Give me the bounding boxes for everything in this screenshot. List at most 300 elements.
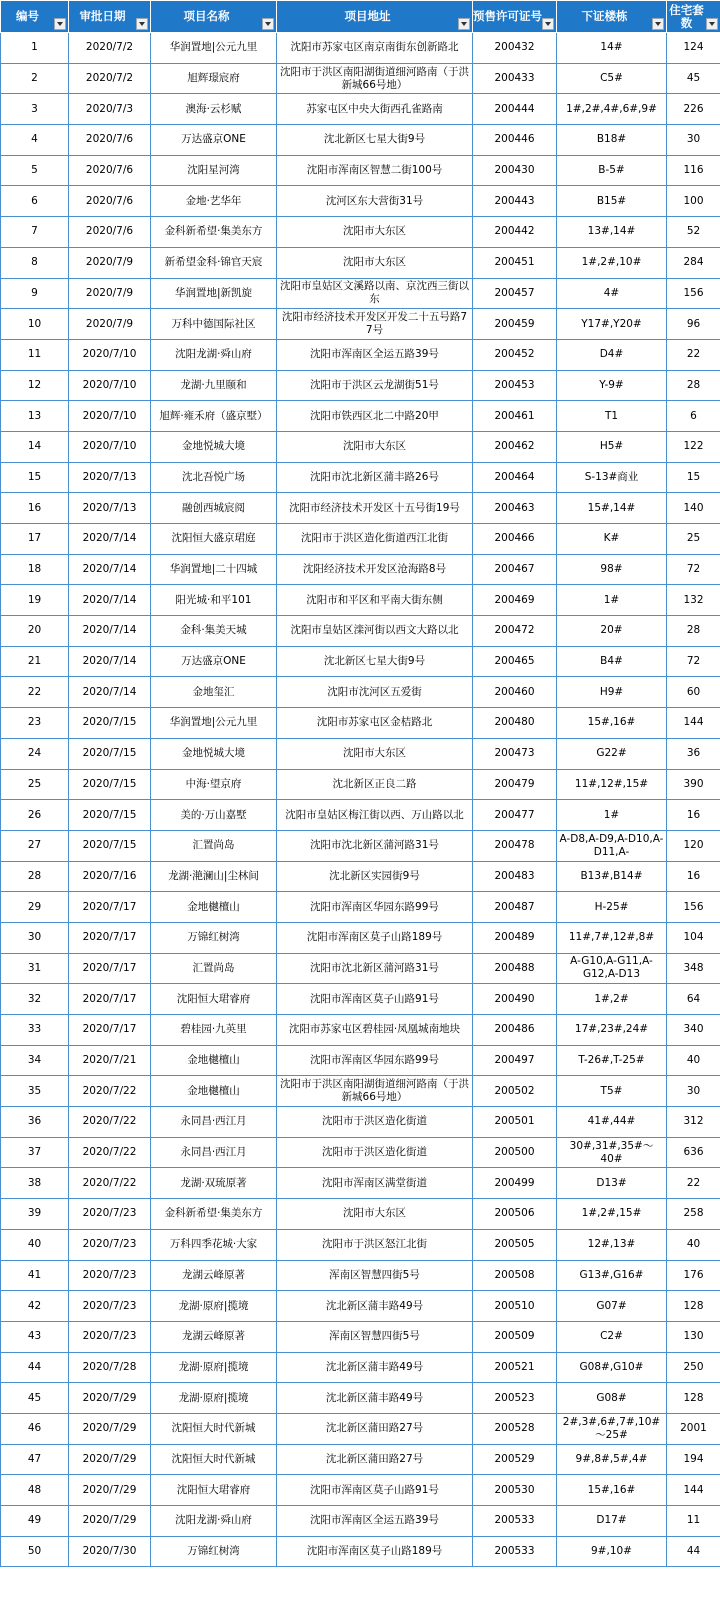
cell-text: 2020/7/22 bbox=[82, 1084, 137, 1097]
table-row bbox=[1, 186, 720, 217]
cell-address bbox=[277, 370, 473, 401]
cell-address bbox=[277, 677, 473, 708]
cell-permit bbox=[473, 646, 557, 677]
cell-date bbox=[69, 370, 151, 401]
cell-address bbox=[277, 1045, 473, 1076]
cell-permit bbox=[473, 125, 557, 156]
cell-text: 2020/7/23 bbox=[82, 1207, 137, 1220]
cell-units bbox=[667, 155, 720, 186]
cell-text: B4# bbox=[600, 655, 623, 668]
cell-text: 2020/7/30 bbox=[82, 1545, 137, 1558]
cell-text: 沈阳市浑南区智慧二街100号 bbox=[306, 164, 443, 177]
cell-date bbox=[69, 616, 151, 647]
cell-buildings bbox=[557, 1536, 667, 1567]
cell-text: A-D8,A-D9,A-D10,A-D11,A- bbox=[559, 832, 664, 858]
cell-permit bbox=[473, 1352, 557, 1383]
cell-text: 10 bbox=[27, 317, 42, 330]
cell-text: 46 bbox=[27, 1422, 42, 1435]
table-row bbox=[1, 1444, 720, 1475]
cell-text: 64 bbox=[686, 992, 701, 1005]
cell-id bbox=[1, 462, 69, 493]
cell-text: 沈阳市于洪区云龙湖街51号 bbox=[310, 378, 439, 391]
column-header-permit[interactable] bbox=[473, 1, 557, 33]
cell-project bbox=[151, 1352, 277, 1383]
column-header-buildings[interactable] bbox=[557, 1, 667, 33]
cell-text: 200528 bbox=[494, 1422, 535, 1435]
cell-id bbox=[1, 830, 69, 861]
cell-permit bbox=[473, 922, 557, 953]
cell-buildings bbox=[557, 217, 667, 248]
cell-text: 沈北新区蒲丰路49号 bbox=[325, 1360, 424, 1373]
cell-text: 200464 bbox=[494, 470, 535, 483]
filter-dropdown-icon[interactable] bbox=[706, 18, 718, 30]
cell-id bbox=[1, 1045, 69, 1076]
cell-units bbox=[667, 1352, 720, 1383]
cell-text: 24 bbox=[27, 747, 42, 760]
cell-text: 36 bbox=[686, 747, 701, 760]
cell-text: 万科中德国际社区 bbox=[171, 317, 256, 330]
cell-text: 汇置尚岛 bbox=[192, 961, 235, 974]
cell-text: 132 bbox=[683, 593, 704, 606]
cell-text: 2020/7/29 bbox=[82, 1514, 137, 1527]
cell-buildings bbox=[557, 1321, 667, 1352]
cell-permit bbox=[473, 1506, 557, 1537]
table-row bbox=[1, 1137, 720, 1168]
cell-address bbox=[277, 1229, 473, 1260]
cell-date bbox=[69, 1444, 151, 1475]
cell-text: 2020/7/2 bbox=[85, 72, 134, 85]
cell-buildings bbox=[557, 401, 667, 432]
cell-address bbox=[277, 1475, 473, 1506]
cell-project bbox=[151, 1076, 277, 1107]
table-row bbox=[1, 1199, 720, 1230]
cell-id bbox=[1, 1475, 69, 1506]
cell-text: 1# bbox=[603, 808, 620, 821]
filter-dropdown-icon[interactable] bbox=[652, 18, 664, 30]
column-header-project[interactable] bbox=[151, 1, 277, 33]
cell-text: 2020/7/15 bbox=[82, 716, 137, 729]
cell-project bbox=[151, 800, 277, 831]
cell-date bbox=[69, 1536, 151, 1567]
cell-text: 沈北新区正良二路 bbox=[332, 777, 417, 790]
cell-id bbox=[1, 278, 69, 309]
cell-buildings bbox=[557, 585, 667, 616]
cell-text: 312 bbox=[683, 1115, 704, 1128]
cell-text: G08# bbox=[596, 1391, 627, 1404]
filter-dropdown-icon[interactable] bbox=[542, 18, 554, 30]
cell-address bbox=[277, 493, 473, 524]
cell-permit bbox=[473, 738, 557, 769]
cell-project bbox=[151, 708, 277, 739]
cell-buildings bbox=[557, 1506, 667, 1537]
cell-text: 2020/7/2 bbox=[85, 41, 134, 54]
cell-text: 200529 bbox=[494, 1452, 535, 1465]
cell-text: 27 bbox=[27, 839, 42, 852]
cell-text: 华润置地|公元九里 bbox=[169, 716, 258, 729]
table-row bbox=[1, 1291, 720, 1322]
cell-text: 1#,2#,15# bbox=[581, 1207, 642, 1220]
table-row bbox=[1, 1168, 720, 1199]
cell-units bbox=[667, 1199, 720, 1230]
cell-date bbox=[69, 1107, 151, 1138]
cell-text: 44 bbox=[686, 1545, 701, 1558]
cell-text: 33 bbox=[27, 1023, 42, 1036]
cell-address bbox=[277, 1352, 473, 1383]
cell-text: 250 bbox=[683, 1360, 704, 1373]
cell-id bbox=[1, 63, 69, 94]
filter-dropdown-icon[interactable] bbox=[458, 18, 470, 30]
cell-id bbox=[1, 585, 69, 616]
cell-text: 14 bbox=[27, 440, 42, 453]
table-row bbox=[1, 1107, 720, 1138]
cell-text: 美的·万山嘉墅 bbox=[180, 808, 247, 821]
cell-address bbox=[277, 708, 473, 739]
cell-project bbox=[151, 1506, 277, 1537]
column-header-date[interactable] bbox=[69, 1, 151, 33]
cell-text: 2020/7/10 bbox=[82, 409, 137, 422]
cell-text: 11#,12#,15# bbox=[574, 777, 649, 790]
cell-text: 200478 bbox=[494, 839, 535, 852]
cell-text: 30 bbox=[686, 133, 701, 146]
cell-text: 沈阳市大东区 bbox=[343, 747, 406, 760]
cell-text: 2020/7/13 bbox=[82, 470, 137, 483]
cell-text: 金科新希望·集美东方 bbox=[164, 1207, 263, 1220]
cell-text: H5# bbox=[599, 440, 624, 453]
cell-buildings bbox=[557, 524, 667, 555]
cell-units bbox=[667, 922, 720, 953]
cell-id bbox=[1, 33, 69, 64]
cell-text: 沈阳市浑南区华园东路99号 bbox=[310, 900, 439, 913]
cell-text: 120 bbox=[683, 839, 704, 852]
cell-text: H9# bbox=[599, 685, 624, 698]
cell-address bbox=[277, 1444, 473, 1475]
cell-units bbox=[667, 677, 720, 708]
cell-id bbox=[1, 339, 69, 370]
cell-buildings bbox=[557, 1229, 667, 1260]
table-row bbox=[1, 585, 720, 616]
table-row bbox=[1, 1536, 720, 1567]
table-row bbox=[1, 830, 720, 861]
cell-id bbox=[1, 524, 69, 555]
cell-text: 沈阳恒大珺睿府 bbox=[176, 992, 251, 1005]
cell-text: 40 bbox=[686, 1054, 701, 1067]
cell-id bbox=[1, 1506, 69, 1537]
cell-text: 沈阳市经济技术开发区开发二十五号路77号 bbox=[281, 311, 468, 337]
cell-units bbox=[667, 1291, 720, 1322]
cell-buildings bbox=[557, 677, 667, 708]
cell-id bbox=[1, 984, 69, 1015]
cell-units bbox=[667, 554, 720, 585]
cell-buildings bbox=[557, 1383, 667, 1414]
cell-address bbox=[277, 1506, 473, 1537]
cell-text: 2020/7/29 bbox=[82, 1391, 137, 1404]
cell-project bbox=[151, 1045, 277, 1076]
cell-project bbox=[151, 922, 277, 953]
cell-text: 金地悦城大境 bbox=[182, 440, 245, 453]
filter-dropdown-icon[interactable] bbox=[54, 18, 66, 30]
cell-text: 258 bbox=[683, 1207, 704, 1220]
cell-text: 15#,14# bbox=[587, 501, 636, 514]
column-header-id[interactable] bbox=[1, 1, 69, 33]
cell-permit bbox=[473, 1229, 557, 1260]
table-row bbox=[1, 431, 720, 462]
table-row bbox=[1, 953, 720, 984]
cell-id bbox=[1, 708, 69, 739]
cell-address bbox=[277, 401, 473, 432]
cell-text: 200443 bbox=[494, 194, 535, 207]
cell-address bbox=[277, 94, 473, 125]
cell-permit bbox=[473, 1168, 557, 1199]
cell-buildings bbox=[557, 892, 667, 923]
cell-text: 沈阳市于洪区造化街道 bbox=[322, 1146, 427, 1159]
cell-text: A-G10,A-G11,A-G12,A-D13 bbox=[570, 955, 653, 981]
cell-address bbox=[277, 922, 473, 953]
cell-text: 2020/7/14 bbox=[82, 685, 137, 698]
cell-id bbox=[1, 1076, 69, 1107]
cell-text: 旭辉·雍禾府（盛京墅） bbox=[159, 409, 268, 422]
cell-buildings bbox=[557, 1168, 667, 1199]
cell-date bbox=[69, 339, 151, 370]
cell-permit bbox=[473, 1383, 557, 1414]
cell-date bbox=[69, 217, 151, 248]
cell-text: 26 bbox=[27, 808, 42, 821]
cell-text: T5# bbox=[600, 1084, 623, 1097]
cell-buildings bbox=[557, 125, 667, 156]
cell-address bbox=[277, 953, 473, 984]
cell-text: 沈北新区蒲丰路49号 bbox=[325, 1391, 424, 1404]
cell-buildings bbox=[557, 1260, 667, 1291]
cell-text: 沈阳龙湖·舜山府 bbox=[175, 348, 252, 361]
filter-dropdown-icon[interactable] bbox=[136, 18, 148, 30]
cell-text: 104 bbox=[683, 931, 704, 944]
table-row bbox=[1, 524, 720, 555]
cell-text: 沈阳市大东区 bbox=[343, 1207, 406, 1220]
cell-text: 30 bbox=[686, 1084, 701, 1097]
cell-units bbox=[667, 493, 720, 524]
cell-text: 沈阳市沈北新区蒲丰路26号 bbox=[310, 470, 439, 483]
cell-units bbox=[667, 769, 720, 800]
cell-text: B18# bbox=[596, 133, 627, 146]
cell-buildings bbox=[557, 1291, 667, 1322]
cell-permit bbox=[473, 554, 557, 585]
cell-permit bbox=[473, 1137, 557, 1168]
cell-text: 2020/7/29 bbox=[82, 1452, 137, 1465]
cell-date bbox=[69, 1076, 151, 1107]
cell-text: 200472 bbox=[494, 624, 535, 637]
cell-text: 28 bbox=[686, 378, 701, 391]
cell-id bbox=[1, 1352, 69, 1383]
cell-date bbox=[69, 922, 151, 953]
cell-text: C5# bbox=[600, 72, 623, 85]
cell-project bbox=[151, 1229, 277, 1260]
cell-date bbox=[69, 1045, 151, 1076]
cell-buildings bbox=[557, 1352, 667, 1383]
cell-units bbox=[667, 1413, 720, 1444]
cell-project bbox=[151, 616, 277, 647]
cell-project bbox=[151, 585, 277, 616]
cell-text: 50 bbox=[27, 1545, 42, 1558]
cell-text: 200477 bbox=[494, 808, 535, 821]
cell-text: T1 bbox=[604, 409, 619, 422]
table-row bbox=[1, 1383, 720, 1414]
cell-id bbox=[1, 186, 69, 217]
cell-text: 沈北新区实园街9号 bbox=[329, 869, 420, 882]
cell-address bbox=[277, 155, 473, 186]
cell-text: 200432 bbox=[494, 41, 535, 54]
cell-text: 沈阳市沈河区五爱街 bbox=[327, 685, 422, 698]
cell-text: 49 bbox=[27, 1514, 42, 1527]
cell-date bbox=[69, 892, 151, 923]
cell-text: 沈阳市皇姑区滦河街以西文大路以北 bbox=[290, 624, 459, 637]
cell-text: 200457 bbox=[494, 286, 535, 299]
cell-project bbox=[151, 217, 277, 248]
cell-date bbox=[69, 1352, 151, 1383]
cell-id bbox=[1, 370, 69, 401]
cell-units bbox=[667, 1015, 720, 1046]
cell-text: 沈阳市于洪区南阳湖街道细河路南（于洪新城66号地） bbox=[280, 65, 469, 91]
cell-permit bbox=[473, 1045, 557, 1076]
cell-text: 200501 bbox=[494, 1115, 535, 1128]
cell-date bbox=[69, 1137, 151, 1168]
cell-id bbox=[1, 861, 69, 892]
cell-address bbox=[277, 1015, 473, 1046]
cell-text: 沈阳市于洪区怒江北街 bbox=[322, 1238, 427, 1251]
cell-id bbox=[1, 217, 69, 248]
column-header-address[interactable] bbox=[277, 1, 473, 33]
cell-text: 200463 bbox=[494, 501, 535, 514]
cell-text: 14# bbox=[600, 41, 623, 54]
cell-text: 澳海·云杉赋 bbox=[185, 102, 242, 115]
cell-date bbox=[69, 830, 151, 861]
cell-address bbox=[277, 339, 473, 370]
table-row bbox=[1, 922, 720, 953]
cell-address bbox=[277, 646, 473, 677]
header-label: 住宅套数 bbox=[669, 2, 704, 30]
cell-units bbox=[667, 401, 720, 432]
table-row bbox=[1, 1045, 720, 1076]
cell-project bbox=[151, 861, 277, 892]
cell-text: 金地玺汇 bbox=[192, 685, 235, 698]
cell-project bbox=[151, 63, 277, 94]
cell-text: 2020/7/9 bbox=[85, 256, 134, 269]
cell-address bbox=[277, 1413, 473, 1444]
cell-project bbox=[151, 1536, 277, 1567]
table-body bbox=[1, 33, 720, 1567]
cell-text: 1#,2# bbox=[594, 992, 629, 1005]
cell-date bbox=[69, 769, 151, 800]
cell-permit bbox=[473, 1413, 557, 1444]
cell-text: 1 bbox=[31, 41, 38, 54]
table-row bbox=[1, 1229, 720, 1260]
cell-date bbox=[69, 677, 151, 708]
cell-text: 200506 bbox=[494, 1207, 535, 1220]
cell-text: 2020/7/23 bbox=[82, 1268, 137, 1281]
cell-text: 200533 bbox=[494, 1545, 535, 1558]
cell-text: 2020/7/17 bbox=[82, 961, 137, 974]
cell-text: 沈阳市于洪区造化街道 bbox=[322, 1115, 427, 1128]
table-row bbox=[1, 984, 720, 1015]
table-row bbox=[1, 370, 720, 401]
cell-text: G22# bbox=[596, 747, 627, 760]
cell-text: 2020/7/23 bbox=[82, 1299, 137, 1312]
table-row bbox=[1, 646, 720, 677]
cell-text: 2020/7/17 bbox=[82, 1023, 137, 1036]
cell-text: 2020/7/3 bbox=[85, 102, 134, 115]
header-row bbox=[1, 1, 720, 33]
cell-text: 390 bbox=[683, 777, 704, 790]
cell-units bbox=[667, 1260, 720, 1291]
filter-dropdown-icon[interactable] bbox=[262, 18, 274, 30]
cell-date bbox=[69, 1168, 151, 1199]
cell-text: 40 bbox=[27, 1238, 42, 1251]
cell-address bbox=[277, 830, 473, 861]
cell-units bbox=[667, 1536, 720, 1567]
cell-text: 200433 bbox=[494, 72, 535, 85]
cell-text: 金地悦城大境 bbox=[182, 747, 245, 760]
cell-text: 200500 bbox=[494, 1146, 535, 1159]
cell-text: 沈阳市浑南区莫子山路189号 bbox=[306, 1545, 443, 1558]
cell-permit bbox=[473, 309, 557, 340]
cell-text: 沈阳市苏家屯区碧桂园·凤凰城南地块 bbox=[288, 1023, 461, 1036]
cell-permit bbox=[473, 217, 557, 248]
cell-text: 32 bbox=[27, 992, 42, 1005]
cell-text: 沈阳市浑南区莫子山路91号 bbox=[310, 1483, 439, 1496]
cell-text: 2020/7/23 bbox=[82, 1330, 137, 1343]
cell-text: G13#,G16# bbox=[579, 1268, 644, 1281]
cell-text: 41 bbox=[27, 1268, 42, 1281]
cell-text: 47 bbox=[27, 1452, 42, 1465]
cell-text: 4# bbox=[603, 286, 620, 299]
cell-text: 万达盛京ONE bbox=[181, 133, 246, 146]
table-row bbox=[1, 1076, 720, 1107]
cell-text: 25 bbox=[686, 532, 701, 545]
cell-units bbox=[667, 1506, 720, 1537]
cell-units bbox=[667, 892, 720, 923]
cell-text: 华润置地|新凯旋 bbox=[174, 286, 253, 299]
cell-text: 34 bbox=[27, 1054, 42, 1067]
cell-text: 2020/7/22 bbox=[82, 1176, 137, 1189]
cell-text: D4# bbox=[599, 348, 624, 361]
cell-text: 12#,13# bbox=[587, 1238, 636, 1251]
cell-project bbox=[151, 125, 277, 156]
cell-project bbox=[151, 984, 277, 1015]
cell-date bbox=[69, 554, 151, 585]
cell-text: 38 bbox=[27, 1176, 42, 1189]
cell-buildings bbox=[557, 1076, 667, 1107]
cell-buildings bbox=[557, 63, 667, 94]
table-row bbox=[1, 278, 720, 309]
cell-text: 2020/7/6 bbox=[85, 194, 134, 207]
cell-text: 11#,7#,12#,8# bbox=[568, 931, 655, 944]
cell-id bbox=[1, 1413, 69, 1444]
cell-date bbox=[69, 1506, 151, 1537]
cell-text: 2020/7/14 bbox=[82, 563, 137, 576]
cell-date bbox=[69, 1475, 151, 1506]
column-header-units[interactable] bbox=[667, 1, 720, 33]
cell-text: 金地樾檀山 bbox=[187, 1084, 240, 1097]
cell-text: 6 bbox=[690, 409, 697, 422]
cell-text: 2020/7/17 bbox=[82, 900, 137, 913]
cell-text: 沈阳经济技术开发区沧海路8号 bbox=[302, 563, 447, 576]
cell-text: D13# bbox=[596, 1176, 627, 1189]
cell-text: 沈阳恒大时代新城 bbox=[171, 1452, 256, 1465]
cell-text: 156 bbox=[683, 286, 704, 299]
cell-units bbox=[667, 616, 720, 647]
cell-text: 72 bbox=[686, 655, 701, 668]
cell-project bbox=[151, 646, 277, 677]
cell-buildings bbox=[557, 953, 667, 984]
cell-date bbox=[69, 1321, 151, 1352]
